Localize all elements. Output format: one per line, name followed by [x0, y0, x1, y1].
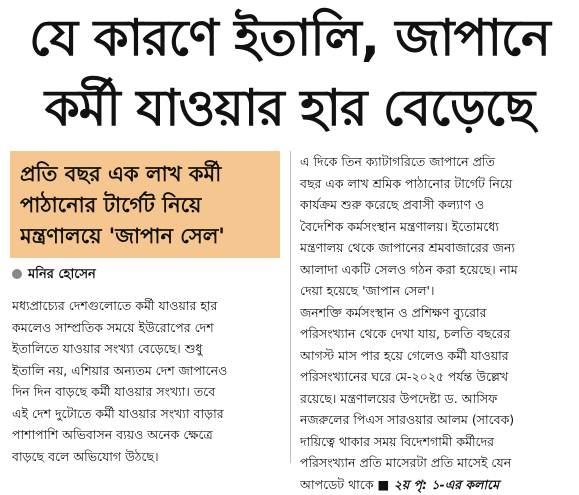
- column-divider: [290, 151, 291, 463]
- headline-line-1: যে কারণে ইতালি, জাপানে: [0, 4, 579, 72]
- body-line-last: [300, 474, 568, 495]
- left-column: [12, 295, 284, 467]
- body-line: বাড়ছে বলে অভিযোগ উঠছে।: [12, 446, 284, 468]
- kicker-line: পাঠানোর টার্গেট নিয়ে: [20, 190, 270, 221]
- body-line: ইতালিতে যাওয়ার সংখ্যা বেড়েছে। শুধু: [12, 338, 284, 360]
- body-line: পাশাপাশি অভিবাসন ব্যয়ও অনেক ক্ষেত্রে: [12, 424, 284, 446]
- headline-line-2: কর্মী যাওয়ার হার বেড়েছে: [0, 74, 579, 142]
- body-line: কার্যক্রম শুরু করেছে প্রবাসী কল্যাণ ও: [300, 194, 568, 216]
- body-line: এ দিকে তিন ক্যাটাগরিতে জাপানে প্রতি: [300, 151, 568, 173]
- body-line: আগস্ট মাস পার হয়ে গেলেও কর্মী যাওয়ার: [300, 345, 568, 367]
- body-line: জনশক্তি কর্মসংস্থান ও প্রশিক্ষণ ব্যুরোর: [300, 302, 568, 324]
- body-line: পরিসংখ্যান প্রতি মাসেরটা প্রতি মাসেই যেন: [300, 452, 568, 474]
- body-line: দায়িত্বে থাকার সময় বিদেশগামী কর্মীদের: [300, 431, 568, 453]
- body-line: এই দেশ দুটোতে কর্মী যাওয়ার সংখ্যা বাড়ার: [12, 403, 284, 425]
- byline: [12, 266, 280, 284]
- continuation-link[interactable]: ■ ২য় পৃ: ১-এর কলামে: [378, 477, 500, 492]
- body-line: মন্ত্রণালয় থেকে জাপানের শ্রমবাজারের জন্য: [300, 237, 568, 259]
- body-line: পরিসংখ্যান থেকে দেখা যায়, চলতি বছরের: [300, 323, 568, 345]
- body-line: পরিসংখ্যানের ঘরে মে-২০২৫ পর্যন্ত উল্লেখ: [300, 366, 568, 388]
- right-column: [300, 151, 568, 495]
- last-line-text: আপডেট থাকে: [300, 477, 374, 492]
- kicker-line: প্রতি বছর এক লাখ কর্মী: [20, 159, 270, 190]
- body-line: দেয়া হয়েছে 'জাপান সেল'।: [300, 280, 568, 302]
- body-line: বছর এক লাখ শ্রমিক পাঠানোর টার্গেট নিয়ে: [300, 173, 568, 195]
- body-line: কমলেও সাম্প্রতিক সময়ে ইউরোপের দেশ: [12, 317, 284, 339]
- kicker-box: [10, 151, 280, 258]
- body-line: রয়েছে। মন্ত্রণালয়ের উপদেষ্টা ড. আসিফ: [300, 388, 568, 410]
- body-line: মধ্যপ্রাচ্যের দেশগুলোতে কর্মী যাওয়ার হার: [12, 295, 284, 317]
- continuation-text[interactable]: ২য় পৃ: ১-এর কলামে: [394, 477, 499, 492]
- kicker-line: মন্ত্রণালয়ে 'জাপান সেল': [20, 221, 270, 252]
- body-line: আলাদা একটি সেলও গঠন করা হয়েছে। নাম: [300, 259, 568, 281]
- bullet-dot-icon: [12, 269, 22, 279]
- author-name: মনির হোসেন: [28, 267, 96, 282]
- body-line: ইতালি নয়, এশিয়ার অন্যতম দেশ জাপানেও: [12, 360, 284, 382]
- body-line: নজরুলের পিএস সারওয়ার আলম (সাবেক): [300, 409, 568, 431]
- body-line: দিন দিন বাড়ছে কর্মী যাওয়ার সংখ্যা। তবে: [12, 381, 284, 403]
- body-line: বৈদেশিক কর্মসংস্থান মন্ত্রণালয়। ইতোমধ্যে: [300, 216, 568, 238]
